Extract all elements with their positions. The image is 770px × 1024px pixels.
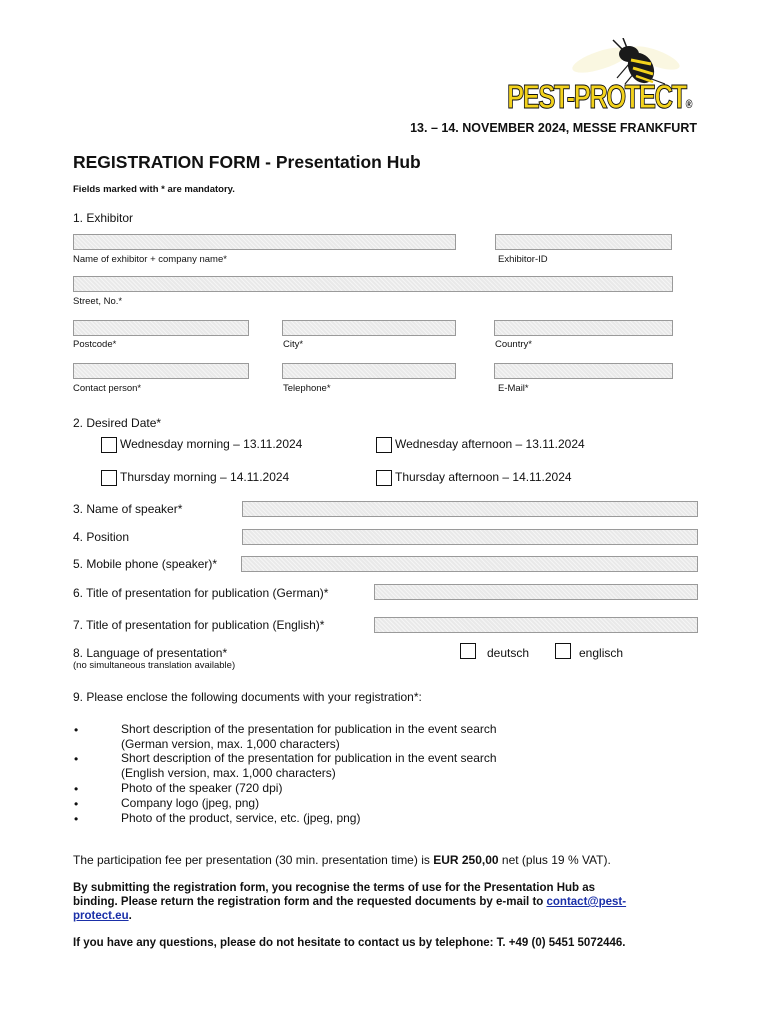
- mobile-phone-field[interactable]: [241, 556, 698, 572]
- email-link[interactable]: contact@pest-: [546, 896, 627, 908]
- desired-date-heading: 2. Desired Date*: [73, 416, 162, 430]
- option-thu-morning-label: Thursday morning – 14.11.2024: [120, 470, 290, 484]
- terms-line-2: binding. Please return the registration form and the requested documents by e-mail to: [73, 896, 547, 908]
- street-field[interactable]: [73, 276, 673, 292]
- contact-note: If you have any questions, please do not hesitate to contact us by telephone: T. +49 (0) 5451 5072446.: [73, 937, 626, 949]
- exhibitor-heading: 1. Exhibitor: [73, 211, 134, 225]
- title-german-field[interactable]: [374, 584, 698, 600]
- document-item-line: (German version, max. 1,000 characters): [121, 737, 340, 751]
- option-thu-afternoon-label: Thursday afternoon – 14.11.2024: [395, 470, 572, 484]
- option-englisch-label: englisch: [579, 646, 624, 660]
- terms-line-1: By submitting the registration form, you recognise the terms of use for the Presentation Hub as: [73, 882, 596, 894]
- language-label: 8. Language of presentation*: [73, 646, 228, 660]
- document-item-line: (English version, max. 1,000 characters): [121, 766, 336, 780]
- postcode-field[interactable]: [73, 320, 249, 336]
- checkbox-thu-morning[interactable]: [101, 470, 117, 486]
- mobile-phone-label: 5. Mobile phone (speaker)*: [73, 557, 218, 571]
- email-field[interactable]: [494, 363, 673, 379]
- logo-wordmark: [507, 78, 691, 116]
- bullet: •: [74, 797, 79, 811]
- terms-paragraph: [73, 881, 703, 923]
- mandatory-note: Fields marked with * are mandatory.: [73, 184, 235, 195]
- document-item: Company logo (jpeg, png): [121, 796, 260, 810]
- exhibitor-id-field[interactable]: [495, 234, 672, 250]
- option-wed-morning-label: Wednesday morning – 13.11.2024: [120, 437, 303, 451]
- documents-heading: 9. Please enclose the following documents with your registration*:: [73, 690, 422, 704]
- postcode-label: Postcode*: [73, 339, 117, 350]
- bullet: •: [74, 782, 79, 796]
- document-item-line: Short description of the presentation for publication in the event search: [121, 722, 497, 736]
- fee-amount: EUR 250,00: [433, 853, 499, 867]
- document-item: [121, 722, 497, 752]
- checkbox-wed-afternoon[interactable]: [376, 437, 392, 453]
- contact-person-label: Contact person*: [73, 383, 142, 394]
- checkbox-englisch[interactable]: [555, 643, 571, 659]
- city-field[interactable]: [282, 320, 456, 336]
- contact-person-field[interactable]: [73, 363, 249, 379]
- page-title: REGISTRATION FORM - Presentation Hub: [73, 152, 421, 172]
- checkbox-deutsch[interactable]: [460, 643, 476, 659]
- checkbox-wed-morning[interactable]: [101, 437, 117, 453]
- speaker-name-field[interactable]: [242, 501, 698, 517]
- street-label: Street, No.*: [73, 296, 123, 307]
- title-english-field[interactable]: [374, 617, 698, 633]
- email-label: E-Mail*: [498, 383, 529, 394]
- position-field[interactable]: [242, 529, 698, 545]
- exhibitor-id-label: Exhibitor-ID: [498, 254, 548, 265]
- logo-text: PEST-PROTECT: [507, 78, 686, 115]
- bullet: •: [74, 723, 79, 737]
- exhibitor-name-label: Name of exhibitor + company name*: [73, 254, 227, 265]
- bullet: •: [74, 812, 79, 826]
- registered-mark: ®: [685, 97, 691, 111]
- checkbox-thu-afternoon[interactable]: [376, 470, 392, 486]
- company-logo: [505, 38, 697, 118]
- email-link-continued[interactable]: protect.eu: [73, 910, 129, 922]
- fee-text-after: net (plus 19 % VAT).: [498, 853, 611, 867]
- language-note: (no simultaneous translation available): [73, 660, 236, 671]
- document-item: Photo of the product, service, etc. (jpeg, png): [121, 811, 361, 825]
- terms-end: .: [128, 910, 132, 922]
- exhibitor-name-field[interactable]: [73, 234, 456, 250]
- document-item-line: Short description of the presentation for publication in the event search: [121, 751, 497, 765]
- title-german-label: 6. Title of presentation for publication (German)*: [73, 586, 329, 600]
- country-field[interactable]: [494, 320, 673, 336]
- speaker-name-label: 3. Name of speaker*: [73, 502, 183, 516]
- document-item: Photo of the speaker (720 dpi): [121, 781, 283, 795]
- title-english-label: 7. Title of presentation for publication (English)*: [73, 618, 325, 632]
- bullet: •: [74, 752, 79, 766]
- position-label: 4. Position: [73, 530, 130, 544]
- telephone-label: Telephone*: [283, 383, 331, 394]
- participation-fee: [73, 853, 611, 867]
- telephone-field[interactable]: [282, 363, 456, 379]
- fee-text-before: The participation fee per presentation (30 min. presentation time) is: [73, 853, 434, 867]
- event-date-location: 13. – 14. NOVEMBER 2024, MESSE FRANKFURT: [410, 121, 697, 135]
- option-deutsch-label: deutsch: [487, 646, 530, 660]
- option-wed-afternoon-label: Wednesday afternoon – 13.11.2024: [395, 437, 585, 451]
- city-label: City*: [283, 339, 304, 350]
- country-label: Country*: [495, 339, 532, 350]
- document-item: [121, 751, 497, 781]
